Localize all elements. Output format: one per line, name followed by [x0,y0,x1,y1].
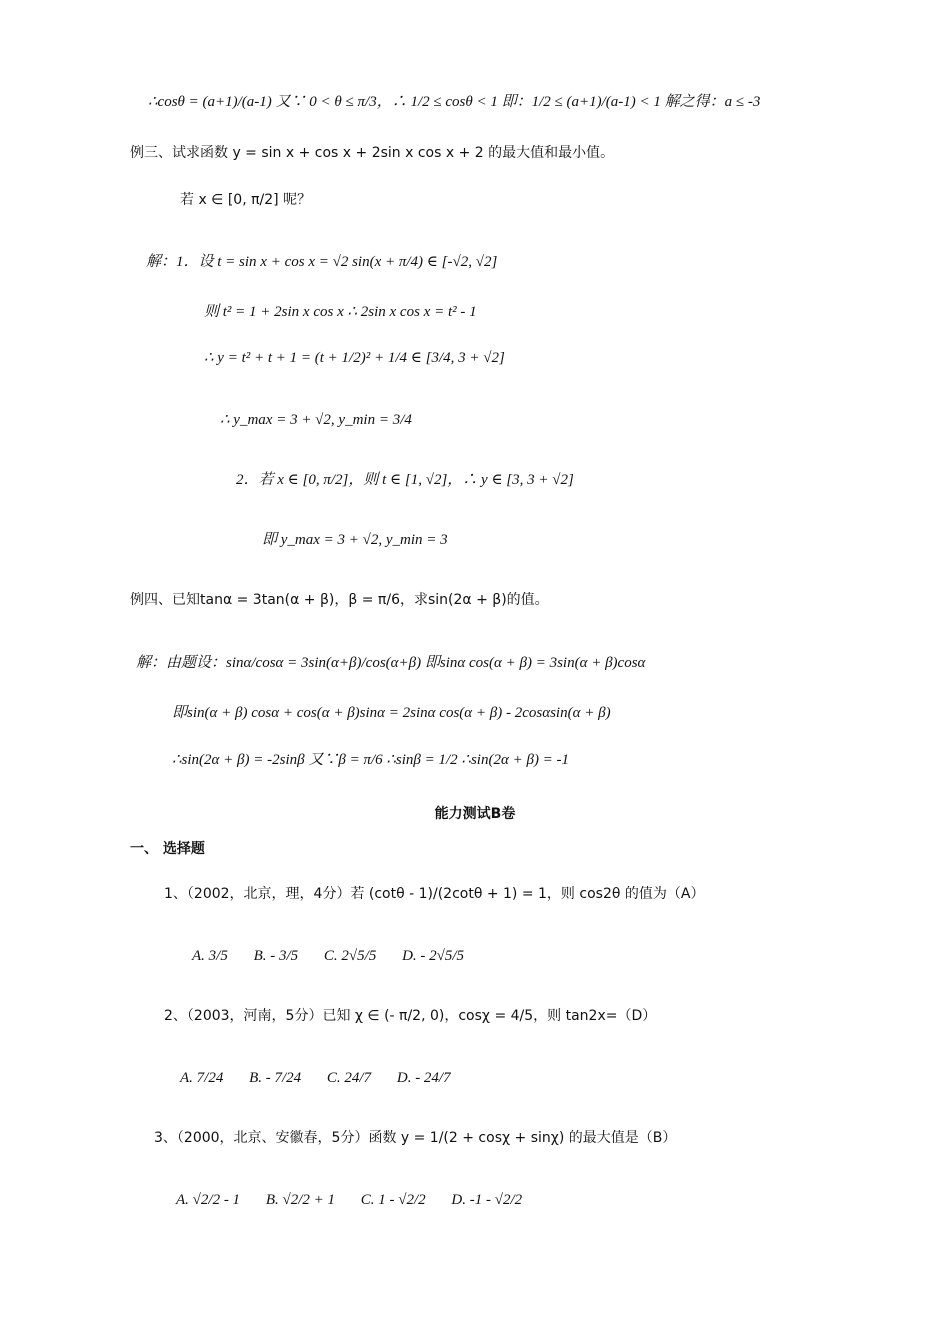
option-b: B. √2/2 + 1 [265,1192,335,1208]
example-4-statement: 例四、已知tanα = 3tan(α + β)，β = π/6，求sin(2α + β)的值。 [130,592,549,608]
section-heading: 一、 选择题 [130,841,205,857]
question-1-options [192,946,486,966]
example-3-followup: 若 x ∈ [0, π/2] 呢？ [180,192,312,208]
example-4-solution-2: 即sin(α + β) cosα + cos(α + β)sinα = 2sinα cos(α + β) - 2cosαsin(α + β) [172,705,611,721]
solution-step-3: ∴ y = t² + t + 1 = (t + 1/2)² + 1/4 ∈ [3/4, 3 + √2] [204,350,505,366]
question-2-options [180,1068,473,1088]
option-a: A. 3/5 [192,948,228,964]
example-4-solution-1: 解：由题设：sinα/cosα = 3sin(α+β)/cos(α+β) 即sinα cos(α + β) = 3sin(α + β)cosα [136,655,646,671]
option-c: C. 24/7 [326,1070,372,1086]
option-d: D. - 24/7 [396,1070,451,1086]
option-a: A. 7/24 [180,1070,224,1086]
option-a: A. √2/2 - 1 [176,1192,241,1208]
example-3-statement: 例三、试求函数 y = sin x + cos x + 2sin x cos x + 2 的最大值和最小值。 [130,145,615,161]
solution-step-1: 解：1．设 t = sin x + cos x = √2 sin(x + π/4) ∈ [-√2, √2] [146,254,498,270]
test-title: 能力测试B卷 [434,806,516,822]
example-4-solution-3: ∴sin(2α + β) = -2sinβ 又∵β = π/6 ∴sinβ = 1/2 ∴sin(2α + β) = -1 [172,752,570,768]
solution-step-5: 2．若 x ∈ [0, π/2]，则 t ∈ [1, √2]，∴ y ∈ [3, 3 + √2] [236,472,574,488]
option-d: D. - 2√5/5 [402,948,465,964]
option-b: B. - 3/5 [253,948,299,964]
option-c: C. 2√5/5 [323,948,377,964]
derivation-line-1: ∴cosθ = (a+1)/(a-1) 又∵ 0 < θ ≤ π/3，∴ 1/2 ≤ cosθ < 1 即：1/2 ≤ (a+1)/(a-1) < 1 解之得：a ≤ -3 [148,94,761,110]
option-b: B. - 7/24 [249,1070,302,1086]
option-d: D. -1 - √2/2 [451,1192,523,1208]
solution-step-4: ∴ y_max = 3 + √2, y_min = 3/4 [220,412,412,428]
question-3-options [176,1190,544,1210]
option-c: C. 1 - √2/2 [360,1192,426,1208]
solution-step-6: 即 y_max = 3 + √2, y_min = 3 [262,532,448,548]
question-2-stem: 2、（2003，河南，5分）已知 χ ∈ (- π/2, 0)，cosχ = 4/5，则 tan2x=（D） [164,1008,657,1024]
question-1-stem: 1、（2002，北京，理，4分）若 (cotθ - 1)/(2cotθ + 1) = 1，则 cos2θ 的值为（A） [164,886,705,902]
question-3-stem: 3、（2000，北京、安徽春，5分）函数 y = 1/(2 + cosχ + sinχ) 的最大值是（B） [154,1130,677,1146]
solution-step-2: 则 t² = 1 + 2sin x cos x ∴ 2sin x cos x = t² - 1 [204,304,477,320]
